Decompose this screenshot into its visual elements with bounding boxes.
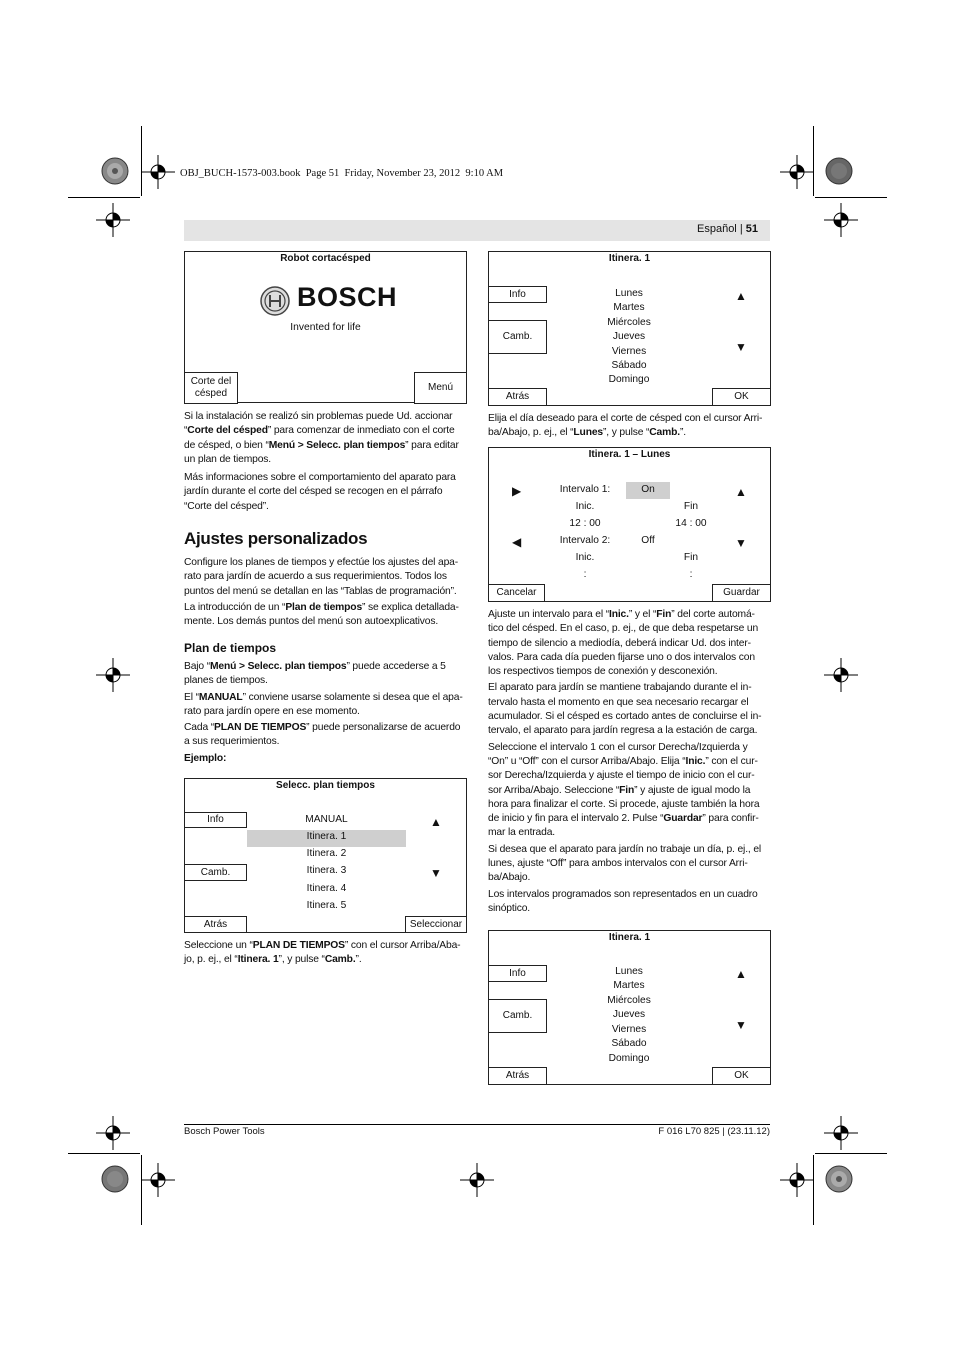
left-paragraphs-1	[184, 410, 470, 514]
ok-button[interactable]: OK	[712, 388, 771, 406]
color-wheel-icon	[101, 1165, 129, 1193]
print-info-line: OBJ_BUCH-1573-003.book Page 51 Friday, November 23, 2012 9:10 AM	[180, 168, 504, 179]
text-line: jardín durante el corte del césped se recogen en el párrafo	[184, 486, 443, 498]
registration-target-icon	[824, 1116, 858, 1150]
text-line: Cada “PLAN DE TIEMPOS” puede personalizarse de acuerdo	[184, 722, 461, 734]
screen-start	[184, 251, 467, 403]
text-line: rato para jardín opere en ese momento.	[184, 705, 360, 717]
registration-target-icon	[96, 658, 130, 692]
text-line: un plan de tiempos.	[184, 453, 272, 465]
plan-item[interactable]: Itinera. 3	[306, 865, 347, 876]
plan-item[interactable]: Itinera. 5	[306, 900, 347, 911]
start-label: Inic.	[575, 501, 595, 512]
right-arrow-icon[interactable]: ▶	[512, 484, 522, 498]
info-button[interactable]: Info	[488, 965, 547, 982]
text-line: Si desea que el aparato para jardín no trabaje un día, p. ej., el	[488, 843, 762, 855]
text-line: “Corte del césped”.	[184, 500, 269, 512]
text-line: Configure los planes de tiempos y efectúe los ajustes del apa-	[184, 557, 459, 568]
text-line: de césped, o bien “Menú > Selecc. plan tiempos” para editar	[184, 439, 459, 451]
text-line: sor Derecha/Izquierda y ajuste el tiempo de inicio con el cur-	[488, 770, 755, 782]
text-line: Ajuste un intervalo para el “Inic.” y el “Fin” del corte automá-	[488, 609, 755, 620]
text-line: tico del césped. En el caso, p. ej., de que deba respetarse un	[488, 623, 759, 635]
atras-button[interactable]: Atrás	[184, 916, 247, 933]
camb-button[interactable]: Camb.	[488, 999, 547, 1033]
day-item[interactable]: Sábado	[611, 360, 647, 371]
text-line: de inicio y fin para el intervalo 2. Pulse “Guardar” para confir-	[488, 813, 759, 825]
screen-title: Itinera. 1	[608, 253, 651, 264]
registration-target-icon	[141, 1163, 175, 1197]
end-time-empty[interactable]: :	[689, 569, 693, 580]
down-arrow-icon[interactable]: ▼	[430, 866, 442, 880]
down-arrow-icon[interactable]: ▼	[735, 536, 747, 550]
text-line: Seleccione el intervalo 1 con el cursor Derecha/Izquierda y	[488, 741, 748, 753]
right-paragraphs-2	[488, 608, 774, 916]
start-time-empty[interactable]: :	[583, 569, 587, 580]
corte-del-cesped-button[interactable]: Corte del césped	[184, 372, 238, 404]
day-item[interactable]: Miércoles	[607, 317, 651, 328]
screen-lunes	[488, 447, 771, 602]
info-button[interactable]: Info	[488, 286, 547, 303]
color-wheel-icon	[825, 157, 853, 185]
day-item[interactable]: Viernes	[611, 346, 647, 357]
start-time[interactable]: 12 : 00	[569, 518, 601, 529]
text-line: valos. Para cada día pueden fijarse uno o dos intervalos con	[488, 651, 755, 663]
day-item[interactable]: Miércoles	[607, 995, 651, 1006]
text-line: tervalo hasta el momento en que sea necesario recargar el	[488, 696, 749, 708]
text-line: Si la instalación se realizó sin problemas puede Ud. accionar	[184, 411, 453, 422]
text-line: mar la entrada.	[488, 827, 556, 839]
guardar-button[interactable]: Guardar	[712, 584, 771, 602]
text-line: Más informaciones sobre el comportamiento del aparato para	[184, 472, 456, 484]
registration-target-icon	[824, 658, 858, 692]
left-paragraphs-3	[184, 660, 470, 766]
bosch-logo-icon	[260, 286, 290, 316]
text-line: mente. Los demás puntos del menú son autoexplicativos.	[184, 616, 439, 628]
day-item[interactable]: Domingo	[608, 1053, 650, 1064]
text-line: La introducción de un “Plan de tiempos” se explica detallada-	[184, 601, 459, 613]
text-line: jo, p. ej., el “Itinera. 1”, y pulse “Camb.”.	[184, 954, 362, 966]
text-line: tervalo, el aparato para jardín regresa a la estación de carga.	[488, 725, 758, 737]
text-line: planes de tiempos.	[184, 675, 268, 687]
header-language: Español	[697, 223, 737, 235]
example-label: Ejemplo:	[184, 752, 227, 764]
camb-button[interactable]: Camb.	[488, 320, 547, 354]
day-item[interactable]: Martes	[613, 302, 645, 313]
registration-target-icon	[780, 155, 814, 189]
cancelar-button[interactable]: Cancelar	[488, 584, 545, 602]
down-arrow-icon[interactable]: ▼	[735, 340, 747, 354]
screen-plans	[184, 778, 467, 933]
up-arrow-icon[interactable]: ▲	[735, 289, 747, 303]
registration-target-icon	[96, 203, 130, 237]
start-label: Inic.	[575, 552, 595, 563]
header-separator: |	[739, 223, 743, 235]
info-button[interactable]: Info	[184, 812, 247, 828]
text-line: Bajo “Menú > Selecc. plan tiempos” puede accederse a 5	[184, 661, 446, 672]
plan-item[interactable]: MANUAL	[305, 814, 348, 825]
seleccionar-button[interactable]: Seleccionar	[405, 916, 467, 933]
screen-title: Robot cortacésped	[280, 253, 371, 264]
text-line: lunes, ajuste “Off” para ambos intervalos con el cursor Arri-	[488, 858, 748, 870]
text-line: sor Arriba/Abajo. Seleccione “Fin” y ajuste de igual modo la	[488, 784, 751, 796]
section-title: Ajustes personalizados	[184, 529, 368, 548]
screen-title: Itinera. 1 – Lunes	[588, 449, 671, 460]
text-line: hora para finalizar el corte. Si procede, ajuste también la hora	[488, 798, 760, 810]
registration-target-icon	[780, 1163, 814, 1197]
atras-button[interactable]: Atrás	[488, 1067, 547, 1085]
day-item[interactable]: Lunes	[615, 966, 643, 977]
day-item[interactable]: Lunes	[615, 288, 643, 299]
end-label: Fin	[683, 552, 699, 563]
camb-button[interactable]: Camb.	[184, 864, 247, 881]
text-line: puntos del menú se detallan en las “Tablas de programación”.	[184, 585, 457, 597]
left-paragraphs-2	[184, 556, 470, 629]
page-header	[184, 220, 770, 241]
day-item[interactable]: Domingo	[608, 374, 650, 385]
right-paragraphs-1	[488, 412, 774, 441]
footer-right: F 016 L70 825 | (23.11.12)	[658, 1126, 770, 1137]
up-arrow-icon[interactable]: ▲	[430, 815, 442, 829]
text-line: rato para jardín de acuerdo a sus requerimientos. Todos los	[184, 571, 447, 583]
plan-item[interactable]: Itinera. 4	[306, 883, 347, 894]
day-item[interactable]: Jueves	[612, 1009, 646, 1020]
day-item[interactable]: Jueves	[612, 331, 646, 342]
day-item[interactable]: Sábado	[611, 1038, 647, 1049]
up-arrow-icon[interactable]: ▲	[735, 485, 747, 499]
footer-rule	[184, 1124, 770, 1125]
text-line: los respectivos tiempos de conexión y desconexión.	[488, 666, 718, 678]
text-line: tiempo de silencio a mediodía, deberá indicar Ud. dos inter-	[488, 637, 751, 649]
menu-button[interactable]: Menú	[414, 372, 467, 404]
registration-target-icon	[824, 203, 858, 237]
plan-item[interactable]: Itinera. 2	[306, 848, 347, 859]
plan-item[interactable]: Itinera. 1	[306, 831, 347, 842]
up-arrow-icon[interactable]: ▲	[735, 967, 747, 981]
text-line: Seleccione un “PLAN DE TIEMPOS” con el cursor Arriba/Aba-	[184, 940, 461, 951]
left-arrow-icon[interactable]: ◀	[512, 535, 522, 549]
text-line: El “MANUAL” conviene usarse solamente si desea que el apa-	[184, 691, 463, 703]
color-wheel-icon	[101, 157, 129, 185]
text-line: sinóptico.	[488, 902, 531, 914]
screen-title: Selecc. plan tiempos	[276, 780, 375, 791]
text-line: El aparato para jardín se mantiene trabajando durante el in-	[488, 682, 752, 694]
text-line: “Corte del césped” para comenzar de inmediato con el corte	[184, 425, 455, 437]
text-line: Elija el día deseado para el corte de césped con el cursor Arri-	[488, 413, 763, 424]
down-arrow-icon[interactable]: ▼	[735, 1018, 747, 1032]
screen-itinera	[488, 251, 771, 406]
screen-title: Itinera. 1	[608, 932, 651, 943]
interval-2-label: Intervalo 2:	[559, 535, 611, 546]
registration-target-icon	[460, 1163, 494, 1197]
text-line: Los intervalos programados son representados en un cuadro	[488, 888, 758, 900]
brand-tagline: Invented for life	[290, 322, 361, 333]
registration-target-icon	[96, 1116, 130, 1150]
screen-itinera-overview	[488, 930, 771, 1085]
page-number: 51	[745, 223, 758, 235]
color-wheel-icon	[825, 1165, 853, 1193]
interval-1-label: Intervalo 1:	[559, 484, 611, 495]
text-line: “On” u “Off” con el cursor Arriba/Abajo. Elija “Inic.” con el cur-	[488, 755, 758, 767]
brand-name: BOSCH	[297, 282, 398, 312]
day-item[interactable]: Martes	[613, 980, 645, 991]
subsection-title: Plan de tiempos	[184, 641, 277, 655]
interval-1-value[interactable]: On	[641, 484, 655, 495]
end-label: Fin	[683, 501, 699, 512]
day-item[interactable]: Viernes	[611, 1024, 647, 1035]
text-line: a sus requerimientos.	[184, 736, 280, 748]
left-paragraphs-4	[184, 939, 470, 968]
interval-2-value[interactable]: Off	[641, 535, 655, 546]
footer-left: Bosch Power Tools	[184, 1126, 265, 1137]
end-time[interactable]: 14 : 00	[675, 518, 707, 529]
ok-button[interactable]: OK	[712, 1067, 771, 1085]
text-line: ba/Abajo.	[488, 872, 531, 884]
text-line: acumulador. Si el césped es cortado antes de concluirse el in-	[488, 711, 762, 723]
registration-target-icon	[141, 155, 175, 189]
text-line: ba/Abajo, p. ej., el “Lunes”, y pulse “Camb.”.	[488, 427, 686, 439]
atras-button[interactable]: Atrás	[488, 388, 547, 406]
header-text	[697, 223, 758, 235]
